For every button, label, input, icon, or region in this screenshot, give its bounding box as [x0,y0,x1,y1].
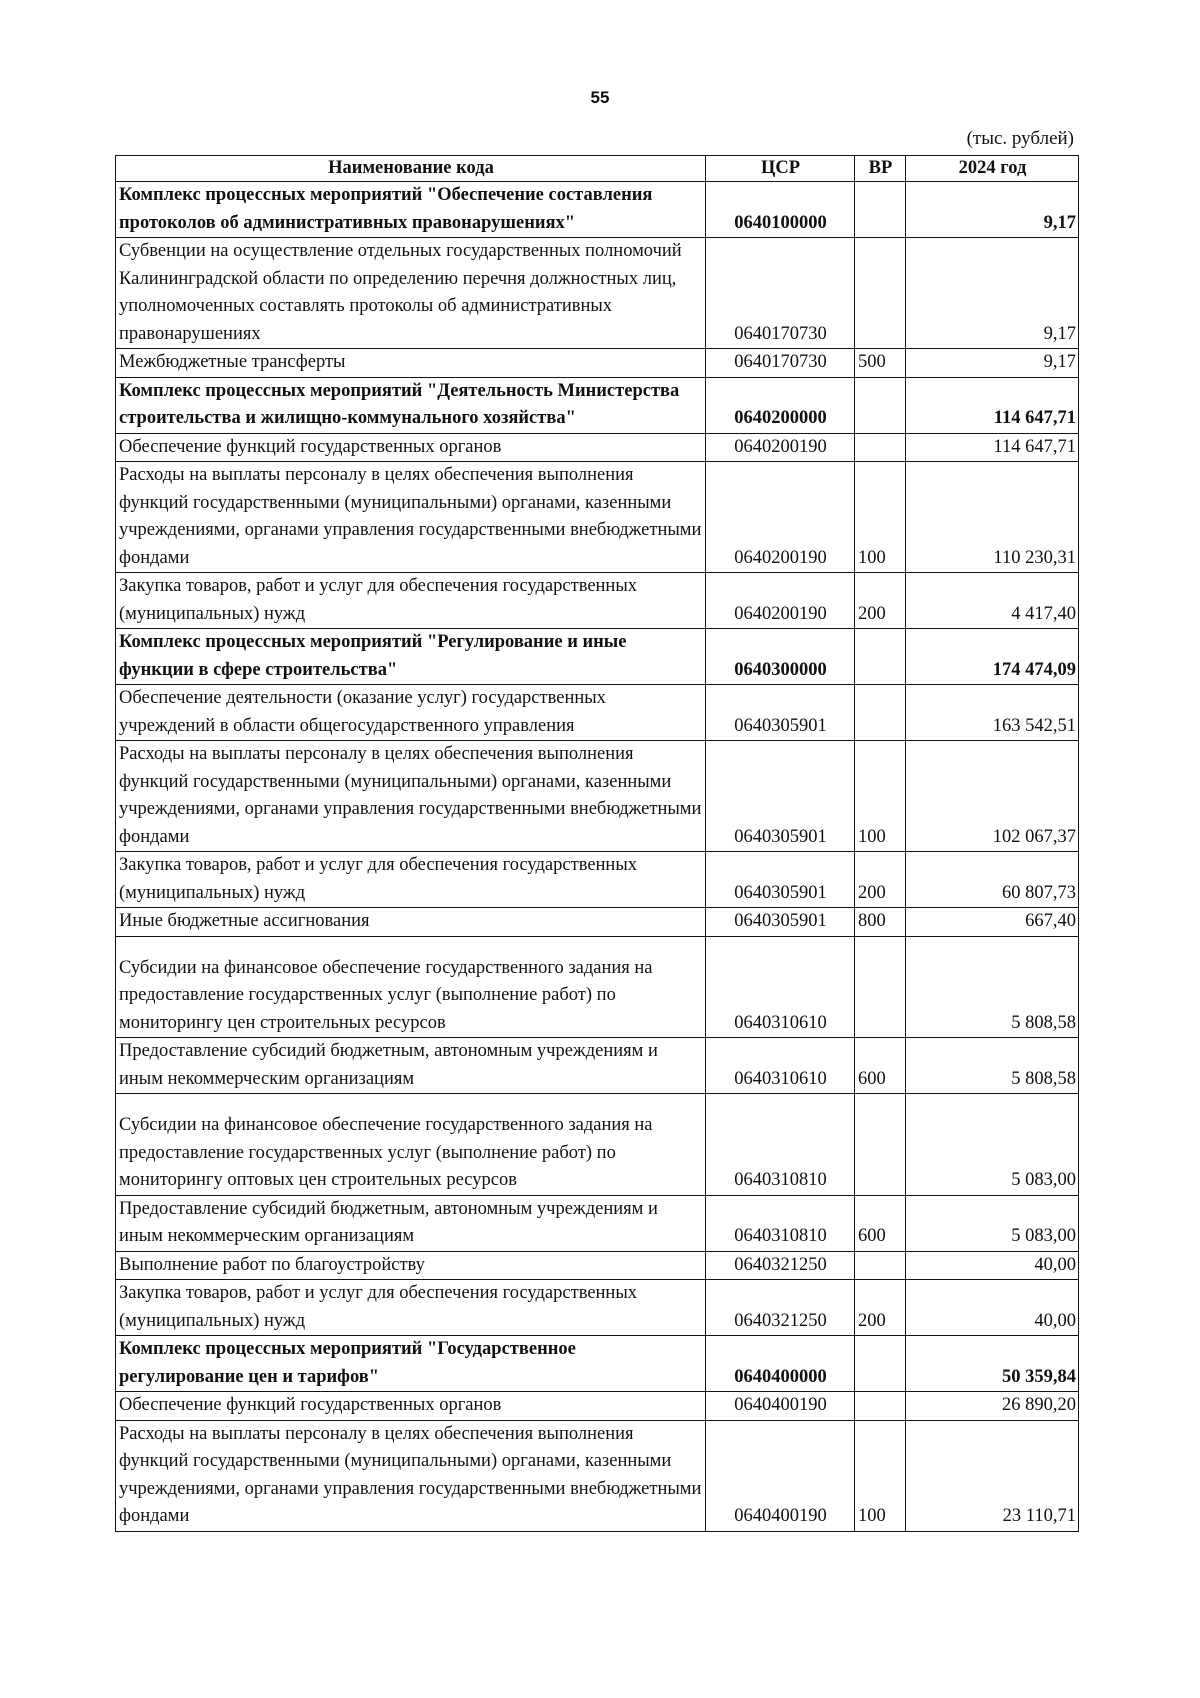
cell-amount: 4 417,40 [906,573,1079,629]
cell-csr: 0640400190 [706,1420,855,1531]
cell-csr: 0640321250 [706,1251,855,1280]
cell-vr: 800 [855,908,906,937]
cell-name: Предоставление субсидий бюджетным, автономным учреждениям и иным некоммерческим организациям [116,1195,706,1251]
table-row [116,1038,1079,1094]
cell-name: Обеспечение деятельности (оказание услуг) государственных учреждений в области общегосударственного управления [116,685,706,741]
cell-vr: 100 [855,741,906,852]
cell-name: Иные бюджетные ассигнования [116,908,706,937]
table-row [116,1280,1079,1336]
cell-name: Расходы на выплаты персоналу в целях обеспечения выполнения функций государственными (муниципальными) органами, казенными учреждениями, органами управления государственными внебюджетными фондами [116,462,706,573]
cell-csr: 0640305901 [706,908,855,937]
cell-amount: 5 083,00 [906,1094,1079,1196]
cell-amount: 174 474,09 [906,629,1079,685]
header-row [116,156,1079,182]
cell-csr: 0640305901 [706,685,855,741]
table-row [116,629,1079,685]
cell-csr: 0640400000 [706,1336,855,1392]
cell-vr [855,377,906,433]
cell-amount: 114 647,71 [906,377,1079,433]
cell-csr: 0640200000 [706,377,855,433]
cell-vr [855,238,906,349]
cell-vr [855,1336,906,1392]
cell-vr [855,936,906,1038]
cell-vr: 100 [855,1420,906,1531]
cell-amount: 5 083,00 [906,1195,1079,1251]
cell-name: Обеспечение функций государственных органов [116,433,706,462]
cell-csr: 0640300000 [706,629,855,685]
header-csr: ЦСР [706,156,855,182]
cell-name: Обеспечение функций государственных органов [116,1392,706,1421]
cell-amount: 50 359,84 [906,1336,1079,1392]
cell-amount: 5 808,58 [906,936,1079,1038]
table-row [116,1094,1079,1196]
cell-name: Закупка товаров, работ и услуг для обеспечения государственных (муниципальных) нужд [116,852,706,908]
cell-csr: 0640400190 [706,1392,855,1421]
cell-vr: 600 [855,1195,906,1251]
cell-name: Выполнение работ по благоустройству [116,1251,706,1280]
cell-name: Комплекс процессных мероприятий "Деятельность Министерства строительства и жилищно-коммунального хозяйства" [116,377,706,433]
table-row [116,1392,1079,1421]
cell-amount: 60 807,73 [906,852,1079,908]
table-row [116,349,1079,378]
cell-amount: 26 890,20 [906,1392,1079,1421]
cell-csr: 0640321250 [706,1280,855,1336]
cell-csr: 0640305901 [706,852,855,908]
header-vr: ВР [855,156,906,182]
cell-vr [855,685,906,741]
cell-csr: 0640310810 [706,1094,855,1196]
cell-name: Субсидии на финансовое обеспечение государственного задания на предоставление государственных услуг (выполнение работ) по мониторингу цен строительных ресурсов [116,936,706,1038]
cell-amount: 9,17 [906,182,1079,238]
cell-name: Межбюджетные трансферты [116,349,706,378]
cell-csr: 0640200190 [706,573,855,629]
cell-vr [855,1094,906,1196]
table-row [116,1251,1079,1280]
table-row [116,685,1079,741]
cell-amount: 114 647,71 [906,433,1079,462]
cell-amount: 163 542,51 [906,685,1079,741]
table-row [116,573,1079,629]
cell-vr [855,1392,906,1421]
cell-csr: 0640170730 [706,238,855,349]
cell-name: Закупка товаров, работ и услуг для обеспечения государственных (муниципальных) нужд [116,573,706,629]
table-row [116,1195,1079,1251]
cell-csr: 0640310810 [706,1195,855,1251]
table-body [116,182,1079,1532]
cell-name: Расходы на выплаты персоналу в целях обеспечения выполнения функций государственными (муниципальными) органами, казенными учреждениями, органами управления государственными внебюджетными фондами [116,741,706,852]
cell-vr: 600 [855,1038,906,1094]
cell-amount: 9,17 [906,349,1079,378]
cell-vr [855,433,906,462]
table-row [116,182,1079,238]
cell-amount: 5 808,58 [906,1038,1079,1094]
table-row [116,1336,1079,1392]
cell-vr: 200 [855,1280,906,1336]
cell-name: Комплекс процессных мероприятий "Государственное регулирование цен и тарифов" [116,1336,706,1392]
cell-name: Комплекс процессных мероприятий "Обеспечение составления протоколов об административных правонарушениях" [116,182,706,238]
cell-csr: 0640200190 [706,462,855,573]
cell-name: Комплекс процессных мероприятий "Регулирование и иные функции в сфере строительства" [116,629,706,685]
cell-vr [855,629,906,685]
cell-csr: 0640310610 [706,936,855,1038]
units-label: (тыс. рублей) [966,128,1074,149]
cell-amount: 667,40 [906,908,1079,937]
cell-name: Закупка товаров, работ и услуг для обеспечения государственных (муниципальных) нужд [116,1280,706,1336]
cell-amount: 23 110,71 [906,1420,1079,1531]
cell-csr: 0640200190 [706,433,855,462]
cell-amount: 102 067,37 [906,741,1079,852]
cell-amount: 9,17 [906,238,1079,349]
table-row [116,936,1079,1038]
table-row [116,908,1079,937]
page-number: 55 [590,88,610,107]
cell-vr: 200 [855,573,906,629]
cell-csr: 0640170730 [706,349,855,378]
budget-table [115,155,1079,1532]
cell-csr: 0640310610 [706,1038,855,1094]
table-row [116,1420,1079,1531]
cell-csr: 0640100000 [706,182,855,238]
cell-name: Субсидии на финансовое обеспечение государственного задания на предоставление государственных услуг (выполнение работ) по мониторингу оптовых цен строительных ресурсов [116,1094,706,1196]
header-year: 2024 год [906,156,1079,182]
table-row [116,462,1079,573]
table-row [116,433,1079,462]
cell-vr [855,182,906,238]
cell-vr: 500 [855,349,906,378]
cell-vr: 200 [855,852,906,908]
table-row [116,238,1079,349]
table-row [116,377,1079,433]
cell-amount: 110 230,31 [906,462,1079,573]
cell-vr [855,1251,906,1280]
cell-vr: 100 [855,462,906,573]
table-row [116,741,1079,852]
cell-amount: 40,00 [906,1280,1079,1336]
cell-csr: 0640305901 [706,741,855,852]
table-header [116,156,1079,182]
cell-name: Субвенции на осуществление отдельных государственных полномочий Калининградской области по определению перечня должностных лиц, уполномоченных составлять протоколы об административных правонарушениях [116,238,706,349]
cell-name: Расходы на выплаты персоналу в целях обеспечения выполнения функций государственными (муниципальными) органами, казенными учреждениями, органами управления государственными внебюджетными фондами [116,1420,706,1531]
header-name: Наименование кода [116,156,706,182]
table-row [116,852,1079,908]
cell-amount: 40,00 [906,1251,1079,1280]
cell-name: Предоставление субсидий бюджетным, автономным учреждениям и иным некоммерческим организациям [116,1038,706,1094]
